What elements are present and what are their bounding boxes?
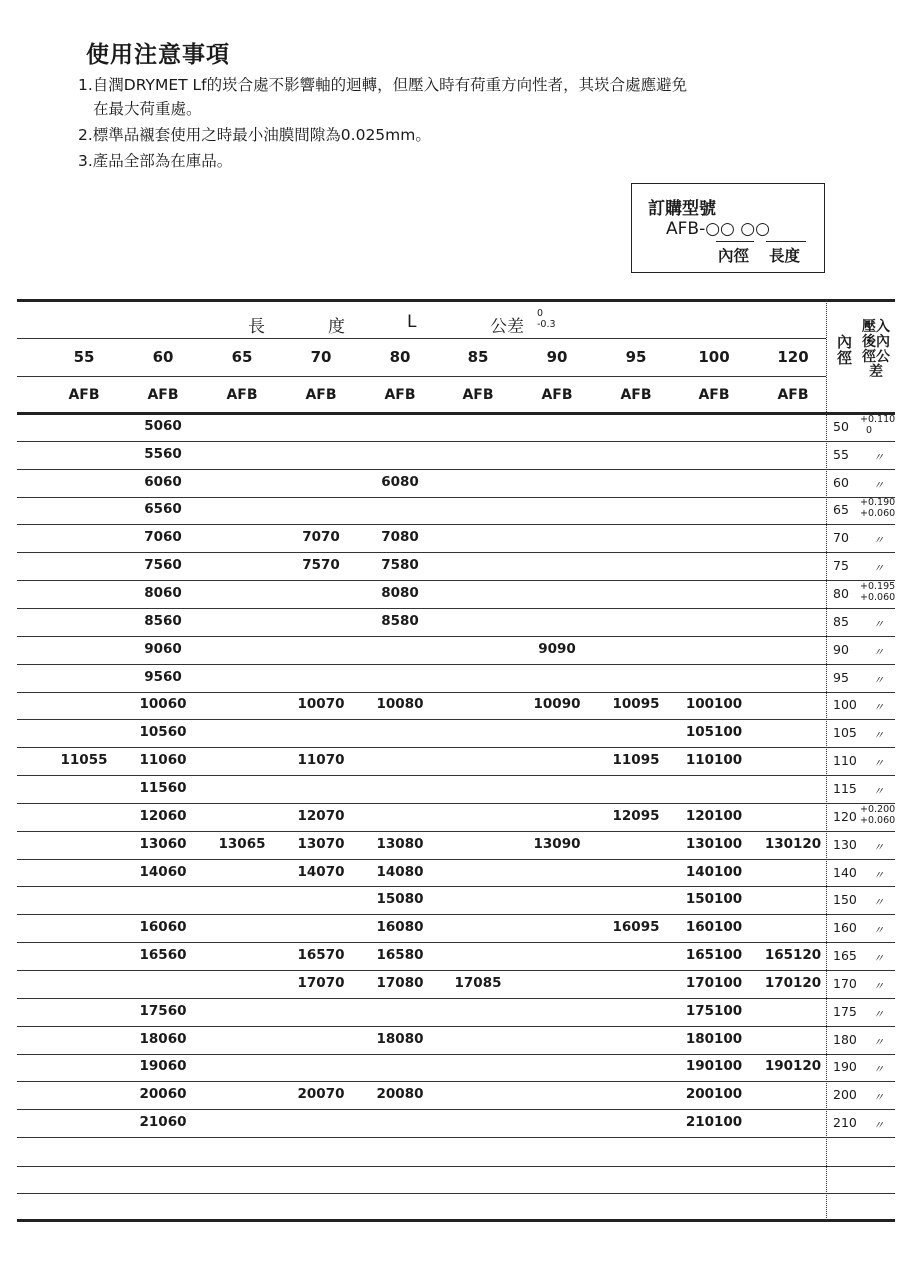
table-cell: 8560 <box>144 613 182 629</box>
table-cell: 11070 <box>297 752 345 768</box>
table-cell: 16095 <box>612 919 660 935</box>
table-cell: 9090 <box>538 641 576 657</box>
series-header-cell: AFB <box>620 387 652 403</box>
ditto-mark: 〃 <box>873 674 884 687</box>
ditto-mark: 〃 <box>873 841 884 854</box>
table-cell: 200100 <box>685 1086 743 1102</box>
length-header-cell: 100 <box>698 348 730 366</box>
row-rule <box>17 497 895 498</box>
series-header-cell: AFB <box>68 387 100 403</box>
inner-diameter-value: 140 <box>833 865 857 880</box>
table-cell: 19060 <box>139 1058 187 1074</box>
table-cell: 20060 <box>139 1086 187 1102</box>
length-header-cell: 95 <box>625 348 647 366</box>
ditto-mark: 〃 <box>873 701 884 714</box>
series-header-cell: AFB <box>226 387 258 403</box>
inner-diameter-value: 200 <box>833 1087 857 1102</box>
ditto-mark: 〃 <box>873 1091 884 1104</box>
inner-underline <box>716 241 754 242</box>
length-header-cell: 60 <box>152 348 174 366</box>
inner-diameter-label: 內徑 <box>837 333 853 367</box>
row-rule <box>17 942 895 943</box>
inner-diameter-value: 160 <box>833 920 857 935</box>
ditto-mark: 〃 <box>873 729 884 742</box>
ditto-mark: 〃 <box>873 1063 884 1076</box>
length-header-cell: 90 <box>546 348 568 366</box>
table-cell: 16080 <box>376 919 424 935</box>
order-model: AFB-○○ ○○ <box>666 219 770 239</box>
inner-diameter-value: 120 <box>833 809 857 824</box>
row-rule <box>17 914 895 915</box>
table-cell: 10070 <box>297 696 345 712</box>
notes-title: 使用注意事項 <box>86 42 230 68</box>
inner-diameter-value: 65 <box>833 502 849 517</box>
table-cell: 11060 <box>139 752 187 768</box>
length-header-cell: 80 <box>389 348 411 366</box>
length-char-1: 長 <box>248 317 265 337</box>
table-cell: 210100 <box>685 1114 743 1130</box>
table-cell: 9560 <box>144 669 182 685</box>
table-cell: 130100 <box>685 836 743 852</box>
table-cell: 5060 <box>144 418 182 434</box>
ditto-mark: 〃 <box>873 562 884 575</box>
row-rule <box>17 803 895 804</box>
order-length-label: 長度 <box>769 247 801 265</box>
row-rule <box>17 1026 895 1027</box>
table-cell: 16560 <box>139 947 187 963</box>
series-header-cell: AFB <box>384 387 416 403</box>
header-rule-2 <box>17 376 826 377</box>
length-underline <box>766 241 806 242</box>
table-bottom-rule <box>17 1219 895 1222</box>
length-header-cell: 55 <box>73 348 95 366</box>
ditto-mark: 〃 <box>873 869 884 882</box>
table-cell: 10090 <box>533 696 581 712</box>
order-model-box <box>631 183 825 273</box>
table-cell: 8580 <box>381 613 419 629</box>
table-cell: 180100 <box>685 1031 743 1047</box>
row-rule <box>17 441 895 442</box>
length-char-2: 度 <box>328 317 345 337</box>
row-rule <box>17 998 895 999</box>
table-cell: 10060 <box>139 696 187 712</box>
ditto-mark: 〃 <box>873 479 884 492</box>
table-cell: 16060 <box>139 919 187 935</box>
note-1: 1.自潤DRYMET Lf的崁合處不影響軸的迴轉，但壓入時有荷重方向性者，其崁合處應避免 <box>78 76 688 94</box>
inner-diameter-value: 100 <box>833 697 857 712</box>
table-cell: 110100 <box>685 752 743 768</box>
length-header-cell: 70 <box>310 348 332 366</box>
table-cell: 11095 <box>612 752 660 768</box>
table-cell: 175100 <box>685 1003 743 1019</box>
table-cell: 150100 <box>685 891 743 907</box>
table-cell: 20070 <box>297 1086 345 1102</box>
inner-diameter-value: 130 <box>833 837 857 852</box>
table-cell: 17070 <box>297 975 345 991</box>
table-cell: 16580 <box>376 947 424 963</box>
row-rule <box>17 886 895 887</box>
ditto-mark: 〃 <box>873 924 884 937</box>
table-cell: 13070 <box>297 836 345 852</box>
table-cell: 6060 <box>144 474 182 490</box>
table-cell: 165100 <box>685 947 743 963</box>
table-cell: 17085 <box>454 975 502 991</box>
ditto-mark: 〃 <box>873 952 884 965</box>
table-cell: 6560 <box>144 501 182 517</box>
table-cell: 7080 <box>381 529 419 545</box>
length-char-3: L <box>407 312 417 332</box>
note-3: 3.產品全部為在庫品。 <box>78 152 233 170</box>
header-rule-1 <box>17 338 826 339</box>
table-cell: 17080 <box>376 975 424 991</box>
tolerance-lower: +0.060 <box>860 508 896 519</box>
series-header-cell: AFB <box>305 387 337 403</box>
tolerance-lower: +0.060 <box>860 592 896 603</box>
inner-diameter-value: 80 <box>833 586 849 601</box>
ditto-mark: 〃 <box>873 618 884 631</box>
tolerance-lower: +0.060 <box>860 815 896 826</box>
inner-diameter-value: 90 <box>833 642 849 657</box>
row-rule <box>17 664 895 665</box>
table-cell: 120100 <box>685 808 743 824</box>
row-rule <box>17 1193 895 1194</box>
row-rule <box>17 831 895 832</box>
row-rule <box>17 970 895 971</box>
table-cell: 100100 <box>685 696 743 712</box>
table-cell: 11055 <box>60 752 108 768</box>
table-cell: 8060 <box>144 585 182 601</box>
table-cell: 165120 <box>764 947 822 963</box>
table-cell: 13080 <box>376 836 424 852</box>
table-cell: 170120 <box>764 975 822 991</box>
table-cell: 8080 <box>381 585 419 601</box>
ditto-mark: 〃 <box>873 534 884 547</box>
row-rule <box>17 1166 895 1167</box>
row-rule <box>17 859 895 860</box>
series-header-cell: AFB <box>698 387 730 403</box>
series-header-cell: AFB <box>462 387 494 403</box>
inner-diameter-value: 55 <box>833 447 849 462</box>
inner-diameter-value: 50 <box>833 419 849 434</box>
row-rule <box>17 1054 895 1055</box>
table-cell: 9060 <box>144 641 182 657</box>
table-cell: 14070 <box>297 864 345 880</box>
ditto-mark: 〃 <box>873 1008 884 1021</box>
table-cell: 7560 <box>144 557 182 573</box>
table-cell: 14060 <box>139 864 187 880</box>
row-rule <box>17 608 895 609</box>
length-tol-lower: -0.3 <box>537 319 556 330</box>
row-rule <box>17 636 895 637</box>
note-2: 2.標準品襯套使用之時最小油膜間隙為0.025mm。 <box>78 126 431 144</box>
row-rule <box>17 1109 895 1110</box>
row-rule <box>17 552 895 553</box>
table-cell: 12070 <box>297 808 345 824</box>
inner-diameter-value: 150 <box>833 892 857 907</box>
inner-diameter-value: 175 <box>833 1004 857 1019</box>
table-cell: 13060 <box>139 836 187 852</box>
table-cell: 190100 <box>685 1058 743 1074</box>
row-rule <box>17 747 895 748</box>
table-cell: 13090 <box>533 836 581 852</box>
table-cell: 5560 <box>144 446 182 462</box>
inner-diameter-value: 210 <box>833 1115 857 1130</box>
inner-diameter-value: 105 <box>833 725 857 740</box>
ditto-mark: 〃 <box>873 646 884 659</box>
length-header-cell: 85 <box>467 348 489 366</box>
inner-diameter-value: 180 <box>833 1032 857 1047</box>
inner-diameter-value: 110 <box>833 753 857 768</box>
column-divider <box>826 300 827 1220</box>
inner-diameter-value: 60 <box>833 475 849 490</box>
ditto-mark: 〃 <box>873 896 884 909</box>
table-cell: 170100 <box>685 975 743 991</box>
table-cell: 10095 <box>612 696 660 712</box>
table-cell: 17560 <box>139 1003 187 1019</box>
table-cell: 140100 <box>685 864 743 880</box>
inner-diameter-value: 165 <box>833 948 857 963</box>
table-cell: 10560 <box>139 724 187 740</box>
ditto-mark: 〃 <box>873 980 884 993</box>
tolerance-label: 公差 <box>490 317 524 337</box>
row-rule <box>17 1081 895 1082</box>
row-rule <box>17 719 895 720</box>
header-rule-3 <box>17 412 895 415</box>
table-cell: 18080 <box>376 1031 424 1047</box>
table-cell: 7060 <box>144 529 182 545</box>
note-1-cont: 在最大荷重處。 <box>93 100 202 118</box>
series-header-cell: AFB <box>777 387 809 403</box>
table-cell: 7070 <box>302 529 340 545</box>
length-header-cell: 120 <box>777 348 809 366</box>
table-cell: 18060 <box>139 1031 187 1047</box>
tolerance-lower: 0 <box>866 425 873 436</box>
tolerance-upper: +0.190 <box>860 497 896 508</box>
order-inner-label: 內徑 <box>718 247 750 265</box>
table-top-rule <box>17 299 895 302</box>
table-cell: 7580 <box>381 557 419 573</box>
table-cell: 105100 <box>685 724 743 740</box>
row-rule <box>17 469 895 470</box>
series-header-cell: AFB <box>541 387 573 403</box>
table-cell: 15080 <box>376 891 424 907</box>
ditto-mark: 〃 <box>873 1036 884 1049</box>
table-cell: 10080 <box>376 696 424 712</box>
table-cell: 20080 <box>376 1086 424 1102</box>
series-header-cell: AFB <box>147 387 179 403</box>
tolerance-upper: +0.110 <box>860 414 896 425</box>
inner-diameter-header <box>837 334 851 366</box>
tolerance-upper: +0.200 <box>860 804 896 815</box>
row-rule <box>17 524 895 525</box>
row-rule <box>17 580 895 581</box>
table-cell: 11560 <box>139 780 187 796</box>
table-cell: 160100 <box>685 919 743 935</box>
ditto-mark: 〃 <box>873 757 884 770</box>
table-cell: 7570 <box>302 557 340 573</box>
length-tol-upper: 0 <box>537 308 544 319</box>
table-cell: 190120 <box>764 1058 822 1074</box>
inner-diameter-value: 85 <box>833 614 849 629</box>
row-rule <box>17 775 895 776</box>
ditto-mark: 〃 <box>873 785 884 798</box>
inner-diameter-value: 170 <box>833 976 857 991</box>
inner-diameter-value: 70 <box>833 530 849 545</box>
inner-diameter-value: 190 <box>833 1059 857 1074</box>
inner-diameter-value: 95 <box>833 670 849 685</box>
inner-diameter-value: 115 <box>833 781 857 796</box>
order-title: 訂購型號 <box>648 199 716 219</box>
press-fit-tolerance-header <box>860 320 892 380</box>
ditto-mark: 〃 <box>873 451 884 464</box>
table-cell: 21060 <box>139 1114 187 1130</box>
inner-diameter-value: 75 <box>833 558 849 573</box>
ditto-mark: 〃 <box>873 1119 884 1132</box>
length-header-cell: 65 <box>231 348 253 366</box>
table-cell: 12060 <box>139 808 187 824</box>
table-cell: 14080 <box>376 864 424 880</box>
table-cell: 6080 <box>381 474 419 490</box>
table-cell: 12095 <box>612 808 660 824</box>
table-cell: 13065 <box>218 836 266 852</box>
tolerance-upper: +0.195 <box>860 581 896 592</box>
table-cell: 16570 <box>297 947 345 963</box>
table-cell: 130120 <box>764 836 822 852</box>
row-rule <box>17 692 895 693</box>
row-rule <box>17 1137 895 1138</box>
press-fit-tolerance-label: 壓入後內徑公差 <box>862 319 890 380</box>
